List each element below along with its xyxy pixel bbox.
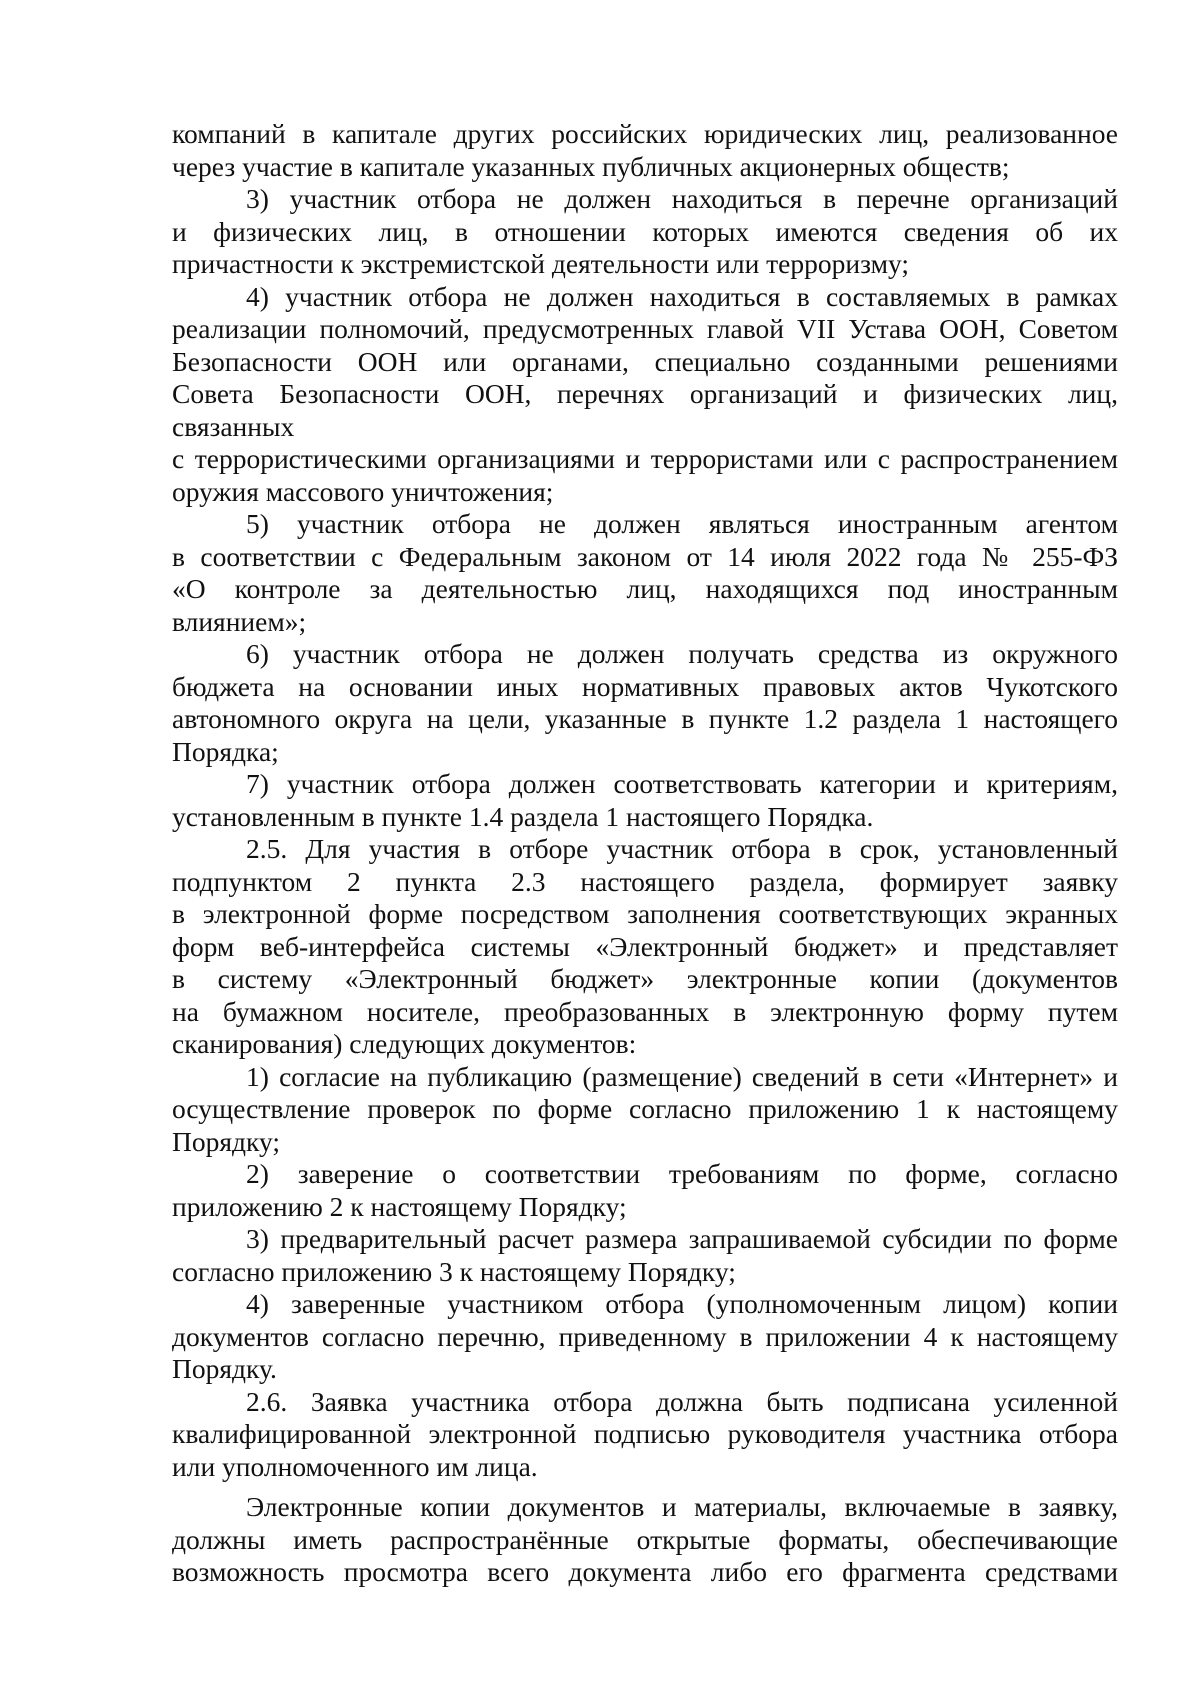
- paragraph: [172, 1223, 1118, 1288]
- text-line: осуществление проверок по форме согласно приложению 1 к настоящему: [172, 1093, 1118, 1124]
- text-line: влиянием»;: [172, 605, 307, 637]
- text-line: бюджета на основании иных нормативных правовых актов Чукотского: [172, 670, 1118, 702]
- paragraph: [172, 768, 1118, 833]
- paragraph: [172, 1288, 1118, 1386]
- text-line: 2.5. Для участия в отборе участник отбора в срок, установленный: [246, 833, 1118, 864]
- paragraph: [172, 508, 1118, 638]
- text-line: 3) предварительный расчет размера запрашиваемой субсидии по форме: [246, 1223, 1118, 1254]
- paragraph: [172, 1158, 1118, 1223]
- text-line: в электронной форме посредством заполнения соответствующих экранных: [172, 898, 1118, 929]
- paragraph: [172, 183, 1118, 281]
- text-line: на бумажном носителе, преобразованных в электронную форму путем: [172, 995, 1118, 1027]
- text-line: реализации полномочий, предусмотренных главой VII Устава ООН, Советом: [172, 313, 1118, 344]
- text-line: связанных: [172, 410, 295, 442]
- text-line: причастности к экстремистской деятельности или терроризму;: [172, 248, 910, 279]
- text-line: компаний в капитале других российских юридических лиц, реализованное: [172, 118, 1118, 149]
- text-line: Безопасности ООН или органами, специально созданными решениями: [172, 345, 1118, 377]
- paragraph: [172, 1061, 1118, 1159]
- text-line: с террористическими организациями и террористами или с распространением: [172, 443, 1118, 474]
- text-line: 2.6. Заявка участника отбора должна быть подписана усиленной: [246, 1385, 1118, 1417]
- paragraph: [172, 833, 1118, 1061]
- paragraph: [172, 1491, 1118, 1589]
- paragraph: [172, 443, 1118, 508]
- text-line: согласно приложению 3 к настоящему Порядку;: [172, 1255, 736, 1287]
- text-line: в соответствии с Федеральным законом от 14 июля 2022 года № 255-ФЗ: [172, 540, 1118, 572]
- text-line: автономного округа на цели, указанные в пункте 1.2 раздела 1 настоящего: [172, 703, 1118, 734]
- text-line: возможность просмотра всего документа либо его фрагмента средствами: [172, 1556, 1118, 1587]
- text-line: документов согласно перечню, приведенному в приложении 4 к настоящему: [172, 1320, 1118, 1352]
- text-line: Порядку;: [172, 1125, 280, 1157]
- paragraph: [172, 1386, 1118, 1484]
- text-line: форм веб-интерфейса системы «Электронный бюджет» и представляет: [172, 930, 1118, 962]
- text-line: 1) согласие на публикацию (размещение) сведений в сети «Интернет» и: [246, 1060, 1118, 1092]
- text-line: через участие в капитале указанных публичных акционерных обществ;: [172, 150, 1010, 182]
- text-line: подпунктом 2 пункта 2.3 настоящего раздела, формирует заявку: [172, 865, 1118, 897]
- paragraph: [172, 118, 1118, 183]
- text-line: 4) заверенные участником отбора (уполномоченным лицом) копии: [246, 1288, 1118, 1319]
- text-line: 7) участник отбора должен соответствовать категории и критериям,: [246, 768, 1118, 799]
- text-line: должны иметь распространённые открытые форматы, обеспечивающие: [172, 1523, 1118, 1555]
- text-line: «О контроле за деятельностью лиц, находящихся под иностранным: [172, 573, 1118, 604]
- text-line: Порядка;: [172, 735, 279, 767]
- text-line: 4) участник отбора не должен находиться в составляемых в рамках: [246, 280, 1118, 312]
- text-line: сканирования) следующих документов:: [172, 1028, 637, 1059]
- text-line: приложению 2 к настоящему Порядку;: [172, 1190, 627, 1222]
- text-line: 5) участник отбора не должен являться иностранным агентом: [246, 508, 1118, 539]
- text-line: в систему «Электронный бюджет» электронные копии (документов: [172, 963, 1118, 994]
- text-line: и физических лиц, в отношении которых имеются сведения об их: [172, 215, 1118, 247]
- text-line: квалифицированной электронной подписью руководителя участника отбора: [172, 1418, 1118, 1449]
- text-line: Совета Безопасности ООН, перечнях организаций и физических лиц,: [172, 378, 1118, 409]
- text-line: установленным в пункте 1.4 раздела 1 настоящего Порядка.: [172, 800, 874, 832]
- text-line: Порядку.: [172, 1353, 277, 1384]
- text-line: оружия массового уничтожения;: [172, 475, 554, 507]
- text-line: 3) участник отбора не должен находиться в перечне организаций: [246, 183, 1118, 214]
- text-line: Электронные копии документов и материалы, включаемые в заявку,: [246, 1491, 1118, 1522]
- paragraph: [172, 638, 1118, 768]
- text-line: 2) заверение о соответствии требованиям по форме, согласно: [246, 1158, 1118, 1189]
- text-line: 6) участник отбора не должен получать средства из окружного: [246, 638, 1118, 669]
- text-line: или уполномоченного им лица.: [172, 1450, 538, 1482]
- paragraph: [172, 281, 1118, 444]
- document-body: [172, 118, 1118, 1589]
- paragraph-gap: [172, 1483, 1118, 1491]
